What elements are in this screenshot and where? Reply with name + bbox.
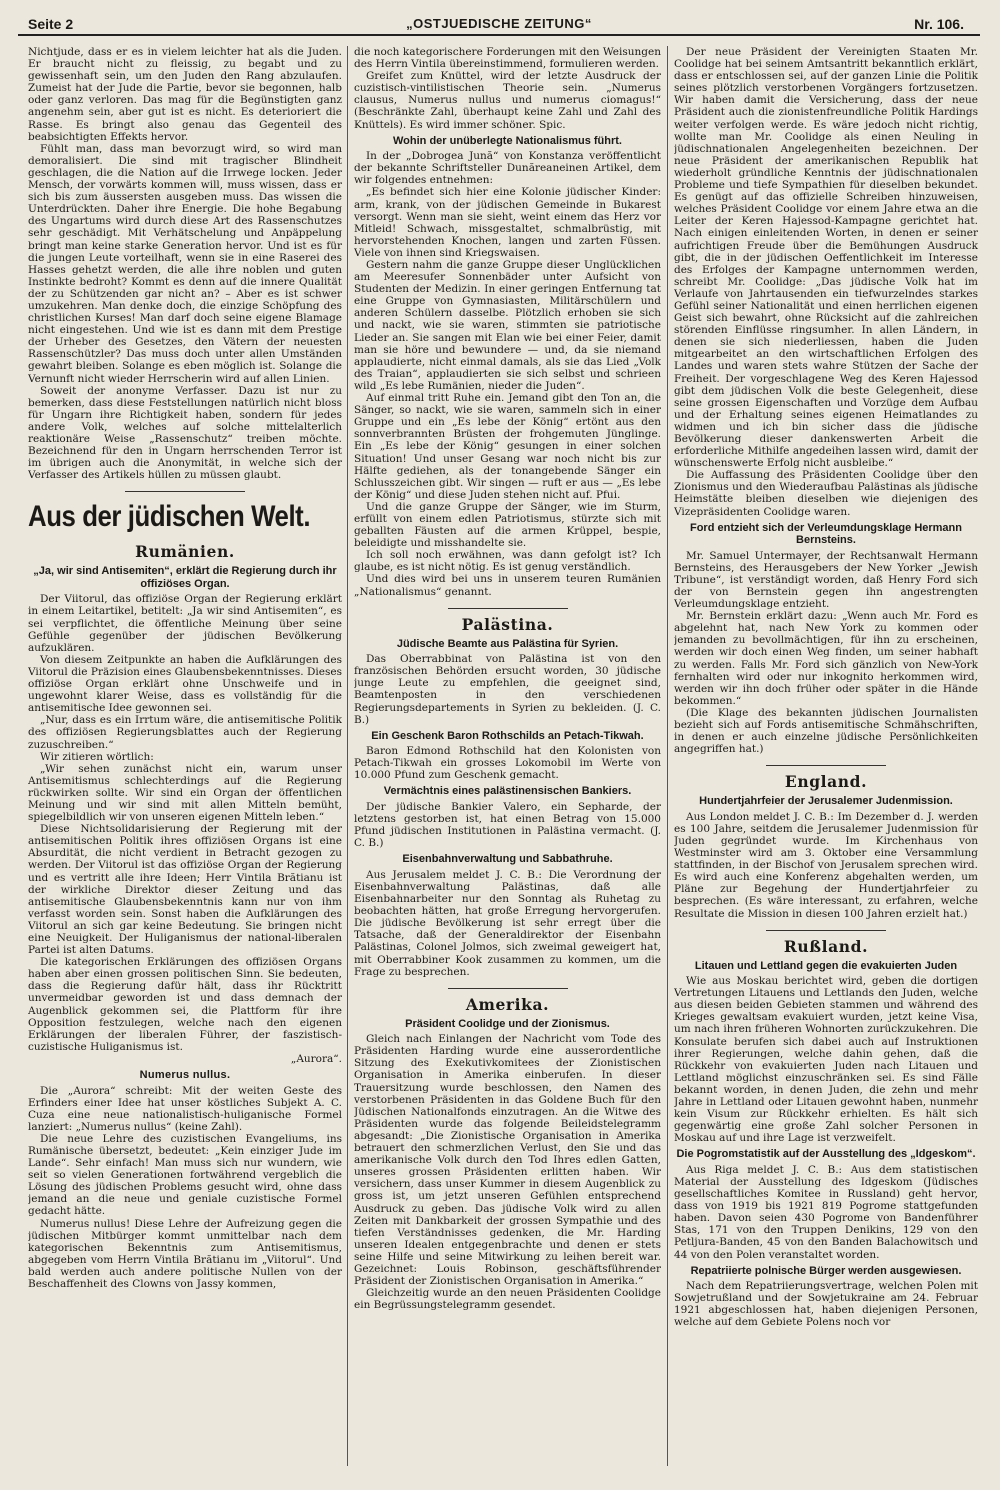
paragraph: (Die Klage des bekannten jüdischen Journalisten bezieht sich auf Fords antisemitische Schmähschriften, in denen er auch einzelne jüdische Persönlichkeiten angegriffen hat.) xyxy=(674,706,978,756)
column-1 xyxy=(28,46,342,1290)
column-divider xyxy=(667,46,668,1466)
paragraph: Die neue Lehre des cuzistischen Evangeliums, ins Rumänische übersetzt, bedeutet: „Kein einziger Jude im Lande“. Sehr einfach! Man muss sich nur wundern, wie seit so vielen Generationen fortwährend vergeblich die Lösung des jüdischen Problems gesucht wird, ohne dass jemand an die neue und geniale cuzistische Formel gedacht hätte. xyxy=(28,1132,342,1218)
paragraph: Baron Edmond Rothschild hat den Kolonisten von Petach-Tikwah ein grosses Lokomobil im Werte von 10.000 Pfund zum Geschenk gemacht. xyxy=(354,745,661,782)
section-divider xyxy=(125,491,245,492)
section-divider xyxy=(448,988,568,989)
paragraph: Wie aus Moskau berichtet wird, geben die dortigen Vertretungen Litauens und Lettlands den Juden, welche aus diesen beiden Gebieten stammen und während des Krieges gewaltsam evakuiert wurden, jetzt keine Visa, um nach ihren früheren Wohnorten zurückzukehren. Die Konsulate berufen sich dabei auch auf Instruktionen ihrer Regierungen, welche dahin gehen, daß die Rückkehr von evakuierten Juden nach Litauen und Lettland möglichst einzuschränken sei. Es sind Fälle bekannt worden, in denen Juden, die zehn und mehr Jahre in Lettland oder Litauen gewohnt haben, nunmehr kein Visum zur Rückkehr erhielten. Es hält sich gegenwärtig eine große Zahl solcher Personen in Moskau auf und ihre Lage ist verzweifelt. xyxy=(674,975,978,1145)
source-credit: „Aurora“. xyxy=(290,1052,342,1065)
article-heading: Litauen und Lettland gegen die evakuierten Juden xyxy=(694,959,958,972)
paragraph: Numerus nullus! Diese Lehre der Aufreizung gegen die jüdischen Mitbürger kommt unmittelbar nach dem kategorischen Bekenntnis zum Antisemitismus, abgegeben vom Herrn Vintila Brătianu im „Viitorul“. Und bald werden auch andere politische Nullen von der Beschaffenheit des Clowns von Jassy kommen, xyxy=(28,1217,342,1291)
section-title: Aus der jüdischen Welt. xyxy=(28,500,311,534)
country-heading-palestine: Palästina. xyxy=(461,614,554,634)
article-heading: Ford entzieht sich der Verleumdungsklage Hermann Bernsteins. xyxy=(689,521,962,547)
column-divider xyxy=(347,46,348,1466)
paragraph: Der Viitorul, das offiziöse Organ der Regierung erklärt in einem Leitartikel, betitelt: „Ja wir sind Antisemiten“, es sei verpflichtet, die öffentliche Meinung über seine Gefühle gegenüber der jüdischen Bevölkerung aufzuklären. xyxy=(28,593,342,654)
section-divider xyxy=(766,765,886,766)
article-heading: Die Pogromstatistik auf der Ausstellung des „Idgeskom“. xyxy=(676,1148,976,1161)
section-divider xyxy=(766,930,886,931)
country-heading-england: England. xyxy=(784,772,868,792)
paragraph: Gestern nahm die ganze Gruppe dieser Unglücklichen am Meeresufer Sonnenbäder unter Aufsicht von Studenten der Medizin. In einer geringen Entfernung tat eine Gruppe von Gymnasiasten, Militärschülern und anderen Schülern dasselbe. Plötzlich erhoben sie sich und nackt, wie sie waren, stimmten sie patriotische Lieder an. Sie sangen mit Elan wie bei einer Feier, damit man sie höre und bewundere — und, da sie niemand applaudierte, nicht einmal damals, als sie das Lied „Volk des Traian“, applaudierten sie sich selbst und schrieen wild „Es lebe Rumänien, nieder die Juden“. xyxy=(354,259,661,392)
column-3 xyxy=(674,46,978,1329)
article-heading: Hundertjahrfeier der Jerusalemer Judenmission. xyxy=(699,795,953,808)
paragraph: Aus London meldet J. C. B.: Im Dezember d. J. werden es 100 Jahre, seitdem die Jerusalemer Judenmission für Juden gegründet wurde. Im Kirchenhaus von Westminster wird am 3. Oktober eine Versammlung stattfinden, in der Bischof von Jerusalem sprechen wird. Es wird auch eine Konferenz abgehalten werden, um Pläne zur Begehung der Hundertjahrfeier zu besprechen. (Es wäre interessant, zu erfahren, welche Resultate die Mission in diesen 100 Jahren erzielt hat.) xyxy=(674,810,978,920)
paragraph: Diese Nichtsolidarisierung der Regierung mit der antisemitischen Politik ihres offiziösen Organs ist eine Absurdität, die nicht verdient in Betracht gezogen zu werden. Der Viitorul ist das offiziöse Organ der Regierung und es vertritt alle ihre Ideen; Herr Vintila Brătianu ist der wirkliche Direktor dieser Zeitung und das antisemitische Glaubensbekenntnis kann nur von ihm verfasst worden sein. Sonst haben die Aufklärungen des Viitorul an sich gar keine Bedeutung. Sie bringen nicht eine Neuigkeit. Der Huliganismus der national-liberalen Partei ist alten Datums. xyxy=(28,823,342,957)
paragraph: Und dies wird bei uns in unserem teuren Rumänien „Nationalismus“ genannt. xyxy=(354,573,661,598)
paragraph: Die „Aurora“ schreibt: Mit der weiten Geste des Erfinders einer Idee hat unser köstliches Subjekt A. C. Cuza eine neue nationalistisch-huliganische Formel lanziert: „Numerus nullus“ (keine Zahl). xyxy=(28,1084,342,1133)
column-2 xyxy=(354,46,661,1311)
paragraph: Ich soll noch erwähnen, was dann gefolgt ist? Ich glaube, es ist nicht nötig. Es ist genug verständlich. xyxy=(354,549,661,574)
paragraph: Mr. Samuel Untermayer, der Rechtsanwalt Hermann Bernsteins, des Herausgebers der New Yorker „Jewish Tribune“, ist verständigt worden, daß Henry Ford sich der von Bernstein gegen ihn angestrengten Verleumdungsklage entzieht. xyxy=(674,549,978,611)
paragraph: Greifet zum Knüttel, wird der letzte Ausdruck der cuzistisch-vintilistischen Theorie sein. „Numerus clausus, Numerus nullus und numerus ciomagus!“ (Beschränkte Zahl, überhaupt keine Zahl und Zahl des Knüttels). Es wird immer schöner. Spic. xyxy=(354,70,661,131)
article-heading: Präsident Coolidge und der Zionismus. xyxy=(405,1017,610,1030)
page-number: Seite 2 xyxy=(28,16,74,32)
paragraph: „Wir sehen zunächst nicht ein, warum unser Antisemitismus schlechterdings auf die Regierung rückwirken sollte. Wir sind ein Organ der öffentlichen Meinung und wir sind mit allen Mitteln bemüht, spiegelbildlich wir von unseren eigenen Mitteln leben.“ xyxy=(28,762,342,824)
section-divider xyxy=(448,608,568,609)
article-heading: Eisenbahnverwaltung und Sabbathruhe. xyxy=(402,853,613,866)
paragraph: Das Oberrabbinat von Palästina ist von den französischen Behörden ersucht worden, 30 jüdische junge Leute zu empfehlen, die geeignet sind, Beamtenposten in den verschiedenen Regierungsdepartements in Syrien zu bekleiden. (J. C. B.) xyxy=(354,653,661,726)
article-heading: Wohin der unüberlegte Nationalismus führt. xyxy=(393,134,622,147)
newspaper-page xyxy=(18,8,980,1482)
article-heading: Repatriierte polnische Bürger werden ausgewiesen. xyxy=(690,1264,962,1277)
paragraph: Fühlt man, dass man bevorzugt wird, so wird man demoralisiert. Die sind mit tragischer Blindheit geschlagen, die die Nation auf die Irrwege locken. Jeder Mensch, der vorwärts kommen will, muss wissen, dass er sich bis zum äussersten ausgeben muss. Das wissen die Unterdrückten. Daher ihre Energie. Die hohe Begabung des Ungartums wird durch diese Art des Rassenschutzes sehr geschädigt. Mit Verhätschelung und Anpäppelung bringt man keine starke Generation hervor. Und ist es für die jungen Leute vorteilhaft, wenn sie in eine Raserei des Hasses gehetzt werden, die alle ihre noblen und guten Instinkte bedroht? Kommt es denn auf die innere Qualität der zu Schützenden gar nicht an? – Aber es ist schwer umzukehren. Man denke doch, die einzige Schöpfung des christlichen Kurses! Man darf doch seine eigene Blamage nicht eingestehen. Und wie ist es dann mit dem Prestige der Urheber des Gesetzes, den Vätern der neuesten Rassenschützler? Das muss doch unter allen Umständen gewahrt bleiben. Solange es eben möglich ist. Solange die Vernunft nicht wieder Herrscherin wird auf allen Linien. xyxy=(28,142,342,385)
page-header xyxy=(18,12,980,36)
paragraph: Gleich nach Einlangen der Nachricht vom Tode des Präsidenten Harding wurde eine ausserordentliche Sitzung des Exekutivkomitees der Zionistischen Organisation in Amerika einberufen. In dieser Trauersitzung wurde beschlossen, den Namen des verstorbenen Präsidenten in das Goldene Buch für den Jüdischen Nationalfonds einzutragen. An die Witwe des Präsidenten wurde das folgende Beileidstelegramm abgesandt: „Die Zionistische Organisation in Amerika betrauert den schmerzlichen Verlust, den Sie und das amerikanische Volk durch den Tod Ihres edlen Gatten, unseres grossen Präsidenten erlitten haben. Wir versichern, dass unser Kummer in diesem Augenblick zu gross ist, um jetzt unseren Gefühlen entsprechend Ausdruck zu geben. Das jüdische Volk wird zu allen Zeiten mit Dankbarkeit der grossen Sympathie und des tiefen Verständnisses gedenken, die Mr. Harding unseren Idealen entgegenbrachte und denen er stets seine Hilfe und seine Mitwirkung zu leihen bereit war. Gezeichnet: Louis Robinson, geschäftsführender Präsident der Zionistischen Organisation in Amerika.“ xyxy=(354,1033,661,1288)
paragraph: Soweit der anonyme Verfasser. Dazu ist nur zu bemerken, dass diese Feststellungen natürlich nicht bloss für Ungarn ihre Richtigkeit haben, sondern für jedes andere Volk, welches auf solche mittelalterlich reaktionäre Weise „Rassenschutz“ treiben möchte. Bezeichnend für den in Ungarn herrschenden Terror ist im übrigen auch die Anonymität, in welche sich der Verfasser des Artikels hüllen zu müssen glaubt. xyxy=(28,384,342,482)
paragraph: „Es befindet sich hier eine Kolonie jüdischer Kinder: arm, krank, von der jüdischen Gemeinde in Bukarest versorgt. Wenn man sie sieht, weint einem das Herz vor Mitleid! Schwach, missgestaltet, schmalbrüstig, mit hervorstehenden Knochen, langen und zarten Füssen. Viele von ihnen sind Kriegswaisen. xyxy=(354,186,661,259)
paragraph: Nach dem Repatriierungsvertrage, welchen Polen mit Sowjetrußland und der Sowjetukraine am 24. Februar 1921 abgeschlossen hat, haben diejenigen Personen, welche auf dem Gebiete Polens noch vor xyxy=(674,1280,978,1329)
paragraph: Aus Jerusalem meldet J. C. B.: Die Verordnung der Eisenbahnverwaltung Palästinas, daß alle Eisenbahnarbeiter nur den Sonntag als Ruhetag zu beobachten hätten, hat große Erregung hervorgerufen. Die jüdische Bevölkerung ist sehr erregt über die Tatsache, daß der Generaldirektor der Eisenbahn Palästinas, Colonel Jolmos, sich zweimal geweigert hat, mit Oberrabbiner Kook zusammen zu kommen, um die Frage zu besprechen. xyxy=(354,868,661,978)
article-heading: Jüdische Beamte aus Palästina für Syrien. xyxy=(396,637,619,650)
paragraph: Von diesem Zeitpunkte an haben die Aufklärungen des Viitorul die Präzision eines Glaubensbekenntnisses. Dieses offiziöse Organ erklärt ohne Unschweife und in ungewohnt klarer Weise, dass es vollständig für die antisemitische Idee gewonnen sei. xyxy=(28,653,342,715)
paragraph: Die kategorischen Erklärungen des offiziösen Organs haben aber einen grossen politischen Sinn. Sie bedeuten, dass die Regierung dafür hält, dass ihr Rücktritt unvermeidbar geworden ist und dass demnach der Augenblick gekommen sei, die Plattform für ihre Opposition festzulegen, welche nach den eigenen Erklärungen der liberalen Führer, der faszistisch-cuzistische Huliganismus ist. xyxy=(28,956,342,1053)
paragraph: Wir zitieren wörtlich: xyxy=(40,750,154,763)
article-heading: „Ja, wir sind Antisemiten“, erklärt die Regierung durch ihr offiziöses Organ. xyxy=(33,565,337,590)
paragraph: Auf einmal tritt Ruhe ein. Jemand gibt den Ton an, die Sänger, so nackt, wie sie waren, sammeln sich in einer Gruppe und ein „Es lebe der König“ ertönt aus den sonnverbrannten Brüsten der frohgemuten Jünglinge. Ein „Es lebe der König“ gesungen in einer solchen Situation! Und unser Gesang war noch nicht bis zur Hälfte gediehen, als der tonangebende Sänger ein Schlusszeichen gibt. Wir singen — ruft er aus — „Es lebe der König“ und diese Juden stehen nicht auf. Pfui. xyxy=(354,392,661,501)
paragraph: Nichtjude, dass er es in vielem leichter hat als die Juden. Er braucht nicht zu fleissig, zu begabt und zu gewissenhaft sein, um den Juden den Rang abzulaufen. Zumeist hat der Jude die Partie, bevor sie begonnen, halb oder ganz verloren. Das mag für die Begünstigten ganz angenehm sein, aber gut ist es nicht. Es deterioriert die Rasse. Es bringt also genau das Gegenteil des beabsichtigten Effekts hervor. xyxy=(28,46,342,143)
country-heading-america: Amerika. xyxy=(465,994,550,1014)
paragraph: Der jüdische Bankier Valero, ein Sepharde, der letztens gestorben ist, hat einen Betrag von 15.000 Pfund jüdischen Institutionen in Palästina vermacht. (J. C. B.) xyxy=(354,800,661,850)
paragraph: Der neue Präsident der Vereinigten Staaten Mr. Coolidge hat bei seinem Amtsantritt bekanntlich erklärt, dass er entschlossen sei, auf der ganzen Linie die Politik seines plötzlich verstorbenen Vorgängers fortzusetzen. Wir haben damit die Versicherung, dass der neue Präsident auch die zionistenfreundliche Politik Hardings weiter verfolgen werde. Es wäre jedoch nicht richtig, wollte man Mr. Coolidge als einen Neuling in jüdischnationalen Angelegenheiten bezeichnen. Der neue Präsident der amerikanischen Republik hat wiederholt gründliche Kenntnis der jüdischnationalen Probleme und tiefe Sympathien für dieselben bekundet. Es genügt auf das offizielle Schreiben hinzuweisen, welches Präsident Coolidge vor einem Jahre etwa an die Leiter der Keren Hajessod-Kampagne gerichtet hat. Nach einigen einleitenden Worten, in denen er seiner aufrichtigen Freude über die Bemühungen Ausdruck gibt, die in der jüdischen Oeffentlichkeit im Interesse des Erfolges der Kampagne unternommen werden, schreibt Mr. Coolidge: „Das jüdische Volk hat im Verlaufe von Jahrtausenden ein tiefwurzelndes starkes Gefühl seiner Nationalität und einen herrlichen eigenen Geist sich bewahrt, ohne Rücksicht auf die zahlreichen störenden Einflüsse ringsumher. In allen Ländern, in denen sie sich niederliessen, haben die Juden mitgearbeitet an den wirtschaftlichen Erfolgen des Landes und waren stets wahre Stützen der Sache der Freiheit. Der vorgeschlagene Weg des Keren Hajessod gibt dem jüdischen Volk die beste Gelegenheit, diese seine grossen Eigenschaften und Vorzüge dem Aufbau und der Erhaltung seines eigenen Heimatlandes zu widmen und ich bin sicher dass die jüdische Bevölkerung dieser dankenswerten Arbeit die erforderliche Mithilfe angedeihen lassen wird, damit der wünschenswerte Erfolg nicht ausbleibe.“ xyxy=(674,46,978,470)
country-heading-russia: Rußland. xyxy=(783,936,869,956)
paragraph: „Nur, dass es ein Irrtum wäre, die antisemitische Politik des offiziösen Regierungsblattes auch der Regierung zuzuschreiben.“ xyxy=(28,714,342,751)
paragraph: die noch kategorischere Forderungen mit den Weisungen des Herrn Vintila übereinstimmend, formulieren werden. xyxy=(354,46,661,71)
paragraph: Mr. Bernstein erklärt dazu: „Wenn auch Mr. Ford es abgelehnt hat, nach New York zu kommen oder jemanden zu bevollmächtigen, für ihn zu erscheinen, werden wir doch einen Weg finden, um seiner habhaft zu werden. Falls Mr. Ford sich gänzlich von New-York fernhalten wird oder nur inkognito herkommen wird, werden wir ihn doch früher oder später in die Hände bekommen.“ xyxy=(674,610,978,707)
article-heading: Ein Geschenk Baron Rothschilds an Petach-Tikwah. xyxy=(371,729,644,742)
newspaper-title: „OSTJUEDISCHE ZEITUNG“ xyxy=(406,16,592,31)
issue-number: Nr. 106. xyxy=(914,16,964,32)
paragraph: Und die ganze Gruppe der Sänger, wie im Sturm, erfüllt von einem edlen Patriotismus, stürzte sich mit geballten Fäusten auf die armen Krüppel, bespie, beleidigte und misshandelte sie. xyxy=(354,500,661,550)
paragraph: Gleichzeitig wurde an den neuen Präsidenten Coolidge ein Begrüssungstelegramm gesendet. xyxy=(354,1287,661,1312)
country-heading-romania: Rumänien. xyxy=(135,542,235,562)
article-heading: Numerus nullus. xyxy=(139,1069,231,1082)
article-heading: Vermächtnis eines palästinensischen Bankiers. xyxy=(383,785,632,798)
paragraph: In der „Dobrogea Jună“ von Konstanza veröffentlicht der bekannte Schriftsteller Dunăreaneinen Artikel, dem wir folgendes entnehmen: xyxy=(354,150,661,187)
paragraph: Aus Riga meldet J. C. B.: Aus dem statistischen Material der Ausstellung des Idgeskom (Jüdisches gesellschaftliches Komitee in Russland) geht hervor, dass von 1919 bis 1921 819 Pogrome stattgefunden haben. Davon seien 430 Pogrome von Bandenführer Stas, 171 von den Truppen Denikins, 129 von den Petljura-Banden, 45 von den Banden Balachowitsch und 44 von den Polen veranstaltet worden. xyxy=(674,1163,978,1261)
paragraph: Die Auffassung des Präsidenten Coolidge über den Zionismus und den Wiederaufbau Palästinas als jüdische Heimstätte bleiben dieselben wie diejenigen des Vizepräsidenten Coolidge waren. xyxy=(674,469,978,518)
